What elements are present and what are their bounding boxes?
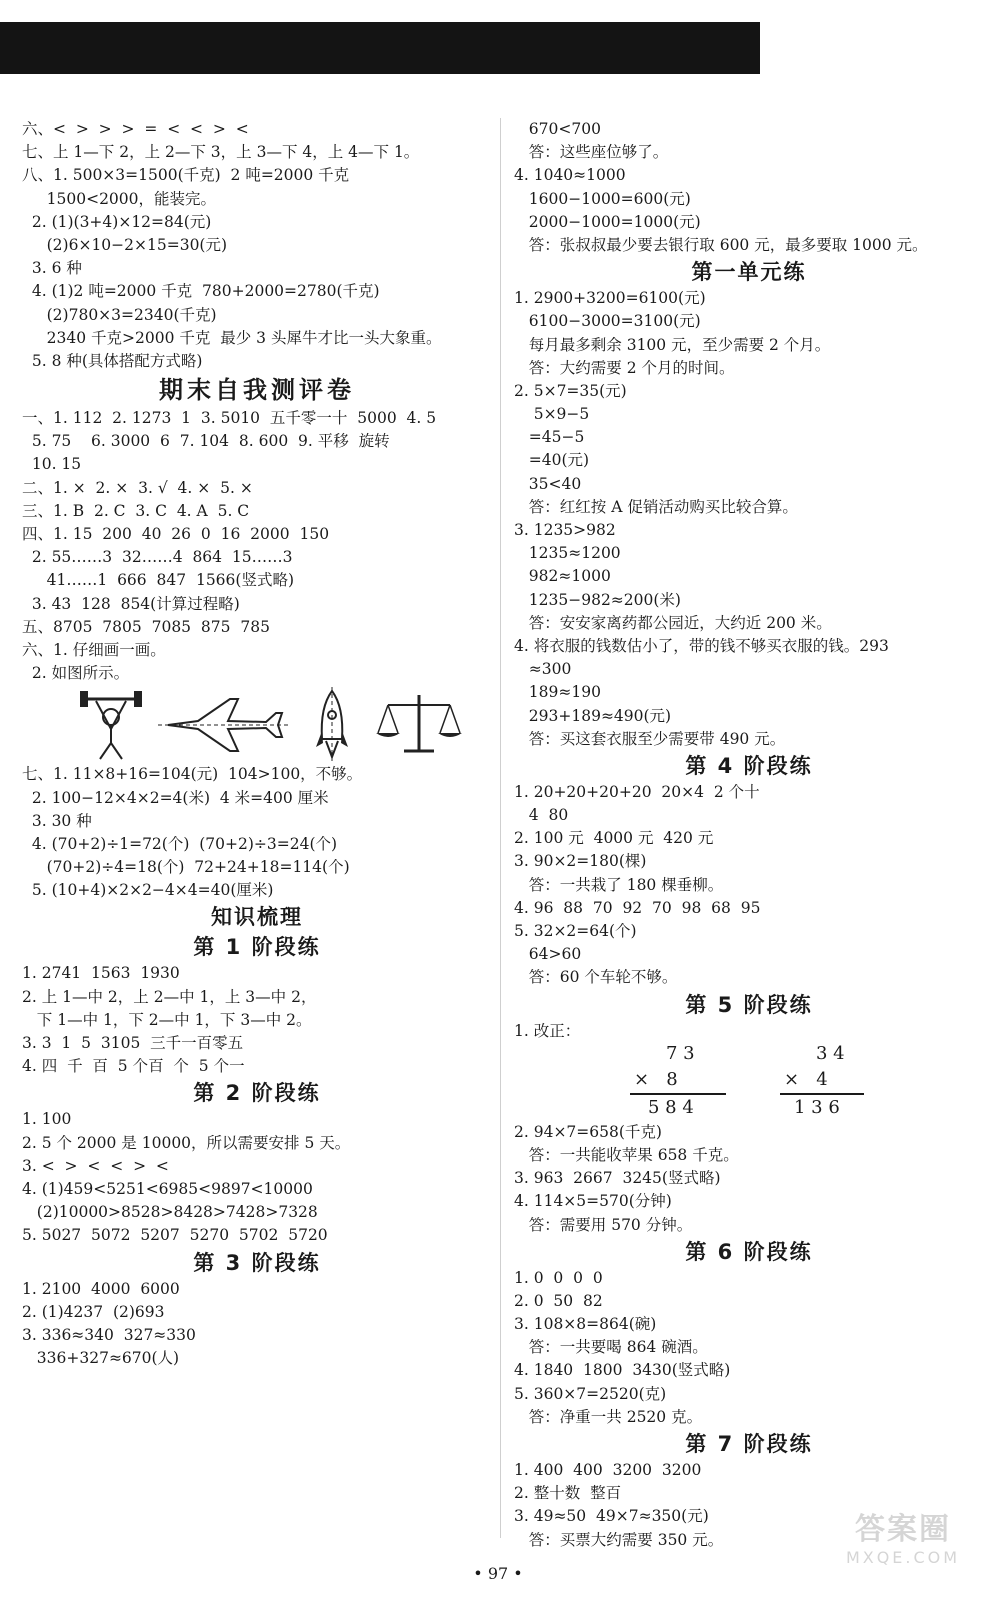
heading-stage-6: 第 6 阶段练 bbox=[685, 1239, 813, 1264]
exercise-lines bbox=[514, 118, 984, 257]
answer-line: 1. 2900+3200=6100(元) bbox=[514, 289, 706, 308]
answer-line: 5. 360×7=2520(克) bbox=[514, 1384, 667, 1403]
weightlifter-figure bbox=[78, 687, 144, 761]
right-column bbox=[514, 118, 984, 1552]
multiplication-73x8 bbox=[626, 1043, 726, 1121]
answer-line: 答：大约需要 2 个月的时间。 bbox=[514, 358, 735, 377]
answer-line: 答：60 个车轮不够。 bbox=[514, 968, 678, 987]
answer-line: 答：买票大约需要 350 元。 bbox=[514, 1530, 724, 1549]
answer-line: 2. 5 个 2000 是 10000，所以需要安排 5 天。 bbox=[22, 1133, 351, 1152]
answer-line: 1235−982≈200(米) bbox=[514, 590, 681, 609]
exercise-lines bbox=[514, 781, 984, 990]
answer-line: 3. 108×8=864(碗) bbox=[514, 1315, 657, 1334]
heading-stage-1: 第 1 阶段练 bbox=[193, 935, 321, 960]
answer-line: 4. 四 千 百 5 个百 个 5 个一 bbox=[22, 1057, 245, 1076]
answer-line: (2)780×3=2340(千克) bbox=[22, 305, 217, 324]
answer-line: 5. 5027 5072 5207 5270 5702 5720 bbox=[22, 1226, 328, 1245]
answer-line: 2. 55……3 32……4 864 15……3 bbox=[22, 548, 293, 567]
answer-line: 2. 100 元 4000 元 420 元 bbox=[514, 829, 714, 848]
answer-line: 答：红红按 A 促销活动购买比较合算。 bbox=[514, 497, 798, 516]
answer-line: 3. 6 种 bbox=[22, 259, 82, 278]
watermark-main: 答案圈 bbox=[855, 1512, 951, 1547]
answer-line: 下 1—中 1，下 2—中 1，下 3—中 2。 bbox=[22, 1010, 312, 1029]
answer-line: 答：这些座位够了。 bbox=[514, 143, 669, 162]
answer-line: 答：净重一共 2520 克。 bbox=[514, 1407, 703, 1426]
answer-line: 三、1. B 2. C 3. C 4. A 5. C bbox=[22, 501, 250, 520]
balance-scale-figure bbox=[374, 691, 464, 757]
exercise-lines bbox=[22, 962, 492, 1078]
answer-line: 1. 400 400 3200 3200 bbox=[514, 1461, 702, 1479]
rule-line bbox=[780, 1093, 864, 1095]
answer-line: 336+327≈670(人) bbox=[22, 1349, 180, 1368]
answer-line: 3. 1235>982 bbox=[514, 521, 616, 539]
answer-line: 3. 3 1 5 3105 三千一百零五 bbox=[22, 1034, 244, 1052]
answer-line: 2. 上 1—中 2，上 2—中 1，上 3—中 2， bbox=[22, 987, 317, 1006]
multiplier: × 4 bbox=[784, 1068, 828, 1090]
heading-final-exam: 期末自我测评卷 bbox=[159, 376, 355, 405]
left-column bbox=[22, 118, 492, 1370]
answer-line: 4 80 bbox=[514, 806, 569, 825]
answer-line: 2. 94×7=658(千克) bbox=[514, 1122, 662, 1141]
answer-line: 2. (1)4237 (2)693 bbox=[22, 1302, 165, 1321]
answer-line: 1. 2741 1563 1930 bbox=[22, 964, 180, 983]
watermark-sub: MXQE.COM bbox=[845, 1548, 961, 1567]
answer-line: =45−5 bbox=[514, 428, 585, 447]
multiplicand: 7 3 bbox=[666, 1042, 695, 1064]
answer-line: 2. 5×7=35(元) bbox=[514, 381, 627, 400]
heading-stage-2: 第 2 阶段练 bbox=[193, 1081, 321, 1106]
answer-line: 2000−1000=1000(元) bbox=[514, 212, 701, 231]
answer-line: 5. 75 6. 3000 6 7. 104 8. 600 9. 平移 旋转 bbox=[22, 432, 390, 451]
answer-line: 5. (10+4)×2×2−4×4=40(厘米) bbox=[22, 881, 274, 900]
answer-line: 二、1. × 2. × 3. √ 4. × 5. × bbox=[22, 478, 253, 497]
answer-line: 4. 96 88 70 92 70 98 68 95 bbox=[514, 898, 761, 917]
answer-line: 1500<2000，能装完。 bbox=[22, 189, 217, 208]
product: 1 3 6 bbox=[794, 1096, 840, 1118]
heading-stage-5: 第 5 阶段练 bbox=[685, 992, 813, 1017]
heading-stage-4: 第 4 阶段练 bbox=[685, 753, 813, 778]
answer-line: 六、< > > > = < < > < bbox=[22, 120, 249, 138]
answer-line: 六、1. 仔细画一画。 bbox=[22, 640, 166, 659]
answer-line: 1. 改正： bbox=[514, 1021, 581, 1040]
answer-line: 1. 2100 4000 6000 bbox=[22, 1279, 180, 1298]
multiplicand: 3 4 bbox=[816, 1042, 845, 1064]
answer-line: (2)10000>8528>8428>7428>7328 bbox=[22, 1203, 318, 1222]
jet-plane-figure bbox=[158, 695, 290, 755]
answer-line: 41……1 666 847 1566(竖式略) bbox=[22, 571, 294, 590]
heading-knowledge: 知识梳理 bbox=[211, 905, 303, 930]
answer-line: 982≈1000 bbox=[514, 567, 611, 586]
answer-line: 答：安安家离药都公园近，大约近 200 米。 bbox=[514, 613, 832, 632]
answer-line: 4. 1040≈1000 bbox=[514, 166, 626, 185]
answer-line: 答：一共栽了 180 棵垂柳。 bbox=[514, 875, 724, 894]
answer-line: 2340 千克>2000 千克 最少 3 头犀牛才比一头大象重。 bbox=[22, 328, 442, 347]
multiplier: × 8 bbox=[634, 1068, 678, 1090]
answer-line: 670<700 bbox=[514, 120, 601, 138]
vertical-multiplication bbox=[514, 1043, 984, 1121]
answer-line: (70+2)÷4=18(个) 72+24+18=114(个) bbox=[22, 858, 350, 877]
answer-line: 2. 0 50 82 bbox=[514, 1291, 603, 1310]
exercise-lines bbox=[22, 1278, 492, 1371]
answer-line: 4. (70+2)÷1=72(个) (70+2)÷3=24(个) bbox=[22, 834, 338, 853]
answer-line: ≈300 bbox=[514, 660, 572, 679]
answer-line: 3. 43 128 854(计算过程略) bbox=[22, 594, 240, 613]
heading-stage-7: 第 7 阶段练 bbox=[685, 1432, 813, 1456]
answer-line: 四、1. 15 200 40 26 0 16 2000 150 bbox=[22, 525, 330, 543]
answer-line: 七、上 1—下 2，上 2—下 3，上 3—下 4，上 4—下 1。 bbox=[22, 143, 420, 162]
answer-line: 4. (1)459<5251<6985<9897<10000 bbox=[22, 1179, 313, 1198]
answer-line: 1. 0 0 0 0 bbox=[514, 1268, 603, 1287]
answer-line: 64>60 bbox=[514, 945, 582, 964]
answer-line: 2. (1)(3+4)×12=84(元) bbox=[22, 212, 212, 231]
answer-line: 3. 30 种 bbox=[22, 811, 92, 830]
exercise-lines bbox=[514, 287, 984, 751]
answer-line: 答：一共要喝 864 碗酒。 bbox=[514, 1338, 708, 1357]
answer-line: 5. 32×2=64(个) bbox=[514, 922, 637, 940]
answer-line: 4. 114×5=570(分钟) bbox=[514, 1192, 672, 1211]
answer-figures bbox=[22, 685, 492, 763]
answer-line: 答：需要用 570 分钟。 bbox=[514, 1215, 693, 1234]
answer-line: 七、1. 11×8+16=104(元) 104>100，不够。 bbox=[22, 765, 363, 784]
answer-line: 3. 336≈340 327≈330 bbox=[22, 1325, 196, 1344]
answer-line: 答：一共能收苹果 658 千克。 bbox=[514, 1145, 739, 1164]
answer-line: (2)6×10−2×15=30(元) bbox=[22, 235, 228, 254]
answer-line: 4. (1)2 吨=2000 千克 780+2000=2780(千克) bbox=[22, 282, 380, 301]
exercise-lines bbox=[22, 118, 492, 373]
exercise-lines bbox=[514, 1121, 984, 1237]
answer-line: =40(元) bbox=[514, 451, 590, 470]
product: 5 8 4 bbox=[648, 1096, 694, 1118]
heading-stage-3: 第 3 阶段练 bbox=[193, 1250, 321, 1275]
answer-line: 一、1. 112 2. 1273 1 3. 5010 五千零一十 5000 4. 5 bbox=[22, 409, 437, 428]
answer-line: 五、8705 7805 7085 875 785 bbox=[22, 617, 270, 636]
answer-line: 2. 100−12×4×2=4(米) 4 米=400 厘米 bbox=[22, 788, 329, 807]
answer-line: 1235≈1200 bbox=[514, 544, 621, 563]
answer-line: 3. 49≈50 49×7≈350(元) bbox=[514, 1507, 709, 1526]
answer-line: 1. 20+20+20+20 20×4 2 个十 bbox=[514, 782, 760, 801]
answer-line: 1600−1000=600(元) bbox=[514, 189, 691, 208]
answer-line: 1. 100 bbox=[22, 1110, 72, 1129]
site-watermark bbox=[824, 1512, 982, 1576]
rocket-figure bbox=[314, 687, 350, 761]
answer-line: 293+189≈490(元) bbox=[514, 706, 672, 725]
answer-line: 10. 15 bbox=[22, 455, 82, 474]
rule-line bbox=[630, 1093, 726, 1095]
answer-line: 3. < > < < > < bbox=[22, 1156, 169, 1175]
multiplication-34x4 bbox=[776, 1043, 876, 1121]
answer-line: 4. 将衣服的钱数估小了，带的钱不够买衣服的钱。293 bbox=[514, 636, 889, 655]
answer-line: 35<40 bbox=[514, 474, 582, 493]
exercise-lines bbox=[22, 763, 492, 902]
column-divider bbox=[500, 118, 501, 1538]
exercise-lines bbox=[22, 1108, 492, 1247]
heading-unit-1: 第一单元练 bbox=[691, 260, 807, 285]
answer-line: 八、1. 500×3=1500(千克) 2 吨=2000 千克 bbox=[22, 166, 350, 185]
exercise-lines bbox=[22, 407, 492, 685]
answer-line: 3. 90×2=180(棵) bbox=[514, 852, 647, 871]
page-number: • 97 • bbox=[473, 1564, 523, 1583]
answer-line: 5. 8 种(具体搭配方式略) bbox=[22, 351, 203, 370]
top-black-band bbox=[0, 22, 760, 74]
answer-line: 2. 整十数 整百 bbox=[514, 1484, 622, 1503]
answer-line: 2. 如图所示。 bbox=[22, 664, 130, 683]
answer-line: 答：买这套衣服至少需要带 490 元。 bbox=[514, 729, 786, 748]
answer-line: 每月最多剩余 3100 元，至少需要 2 个月。 bbox=[514, 335, 831, 354]
exercise-lines bbox=[514, 1020, 984, 1043]
answer-line: 答：张叔叔最少要去银行取 600 元，最多要取 1000 元。 bbox=[514, 235, 928, 254]
answer-line: 3. 963 2667 3245(竖式略) bbox=[514, 1169, 721, 1188]
exercise-lines bbox=[514, 1267, 984, 1429]
answer-line: 189≈190 bbox=[514, 683, 601, 702]
answer-line: 5×9−5 bbox=[514, 405, 590, 424]
answer-line: 4. 1840 1800 3430(竖式略) bbox=[514, 1361, 731, 1380]
answer-line: 6100−3000=3100(元) bbox=[514, 312, 701, 331]
